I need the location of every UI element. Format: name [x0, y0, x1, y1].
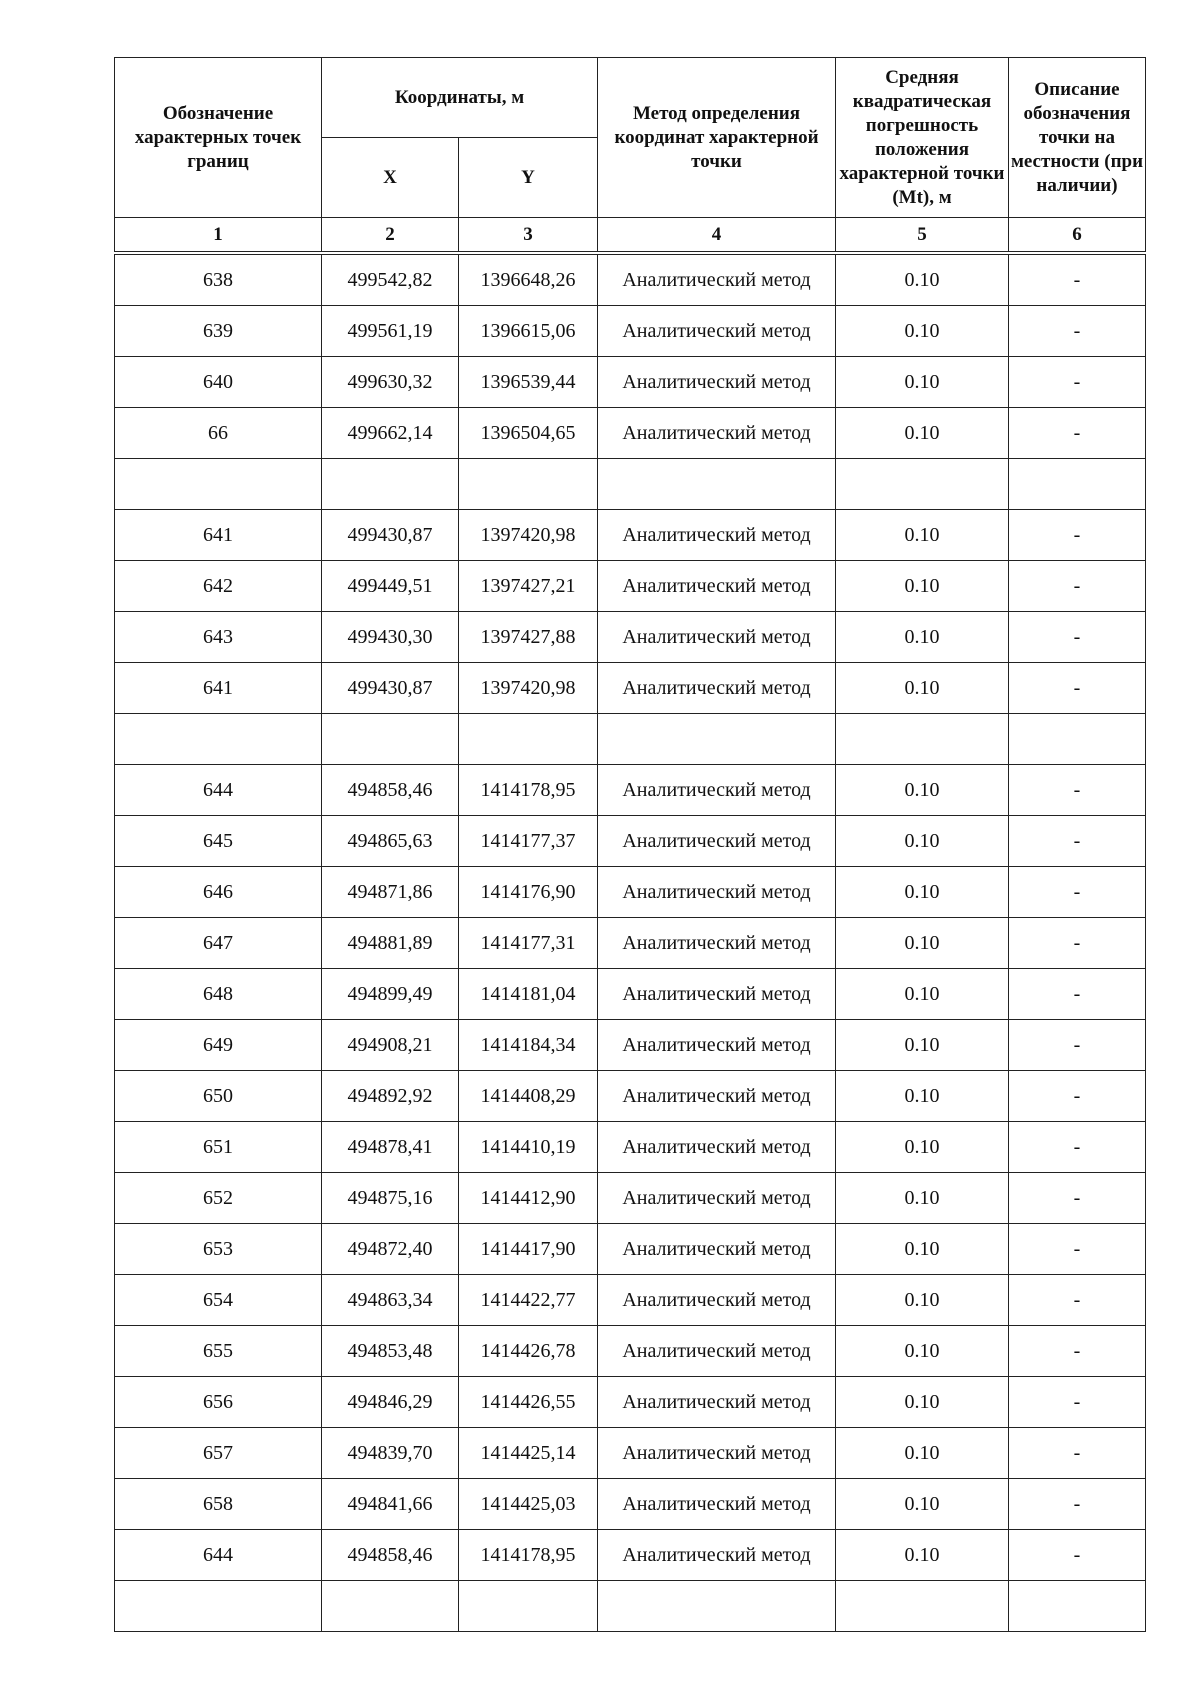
- cell-description: -: [1009, 1428, 1146, 1479]
- header-point-designation: Обозначение характерных точек границ: [115, 58, 322, 218]
- cell-method: Аналитический метод: [598, 357, 836, 408]
- table-row: [115, 561, 1146, 612]
- header-num-1: 1: [115, 218, 322, 252]
- cell-point-id: [115, 1581, 322, 1632]
- table-row: [115, 1530, 1146, 1581]
- cell-point-id: 647: [115, 918, 322, 969]
- cell-description: -: [1009, 765, 1146, 816]
- cell-method: Аналитический метод: [598, 510, 836, 561]
- cell-x: 499430,87: [322, 510, 459, 561]
- cell-description: -: [1009, 255, 1146, 306]
- cell-y: 1397427,88: [459, 612, 598, 663]
- cell-error: 0.10: [836, 1275, 1009, 1326]
- cell-description: -: [1009, 816, 1146, 867]
- cell-method: Аналитический метод: [598, 1428, 836, 1479]
- header-y: Y: [459, 138, 598, 218]
- cell-x: 494858,46: [322, 765, 459, 816]
- cell-method: Аналитический метод: [598, 1479, 836, 1530]
- cell-error: 0.10: [836, 1173, 1009, 1224]
- table-row: [115, 1326, 1146, 1377]
- header-error: Средняя квадратическая погрешность положения характерной точки (Mt), м: [836, 58, 1009, 218]
- cell-y: 1396615,06: [459, 306, 598, 357]
- table-row: [115, 1377, 1146, 1428]
- cell-description: [1009, 714, 1146, 765]
- header-num-2: 2: [322, 218, 459, 252]
- cell-error: 0.10: [836, 510, 1009, 561]
- cell-point-id: 641: [115, 510, 322, 561]
- cell-point-id: 652: [115, 1173, 322, 1224]
- cell-error: 0.10: [836, 612, 1009, 663]
- table-row: [115, 765, 1146, 816]
- cell-method: Аналитический метод: [598, 1173, 836, 1224]
- cell-method: [598, 459, 836, 510]
- cell-x: 494871,86: [322, 867, 459, 918]
- cell-point-id: 648: [115, 969, 322, 1020]
- cell-point-id: 639: [115, 306, 322, 357]
- cell-error: 0.10: [836, 867, 1009, 918]
- cell-x: 494881,89: [322, 918, 459, 969]
- table-row: [115, 663, 1146, 714]
- table-row: [115, 1224, 1146, 1275]
- cell-point-id: 655: [115, 1326, 322, 1377]
- cell-method: Аналитический метод: [598, 1530, 836, 1581]
- cell-error: 0.10: [836, 1530, 1009, 1581]
- cell-description: -: [1009, 1479, 1146, 1530]
- cell-method: Аналитический метод: [598, 1377, 836, 1428]
- cell-description: -: [1009, 357, 1146, 408]
- table-row: [115, 1071, 1146, 1122]
- cell-error: 0.10: [836, 816, 1009, 867]
- cell-description: -: [1009, 867, 1146, 918]
- cell-point-id: 650: [115, 1071, 322, 1122]
- cell-y: 1396648,26: [459, 255, 598, 306]
- header-num-5: 5: [836, 218, 1009, 252]
- cell-y: 1397427,21: [459, 561, 598, 612]
- cell-method: Аналитический метод: [598, 1326, 836, 1377]
- table-row: [115, 1275, 1146, 1326]
- cell-method: Аналитический метод: [598, 867, 836, 918]
- cell-x: 494908,21: [322, 1020, 459, 1071]
- cell-description: -: [1009, 408, 1146, 459]
- cell-x: 499542,82: [322, 255, 459, 306]
- cell-y: 1396504,65: [459, 408, 598, 459]
- cell-point-id: [115, 714, 322, 765]
- cell-description: [1009, 459, 1146, 510]
- cell-method: [598, 1581, 836, 1632]
- cell-y: 1414410,19: [459, 1122, 598, 1173]
- cell-point-id: 649: [115, 1020, 322, 1071]
- cell-point-id: 656: [115, 1377, 322, 1428]
- cell-point-id: 654: [115, 1275, 322, 1326]
- cell-description: -: [1009, 1530, 1146, 1581]
- cell-point-id: 657: [115, 1428, 322, 1479]
- cell-error: 0.10: [836, 663, 1009, 714]
- cell-y: 1414412,90: [459, 1173, 598, 1224]
- header-x: X: [322, 138, 459, 218]
- table-row: [115, 816, 1146, 867]
- cell-method: Аналитический метод: [598, 612, 836, 663]
- cell-method: Аналитический метод: [598, 255, 836, 306]
- cell-error: 0.10: [836, 357, 1009, 408]
- cell-error: 0.10: [836, 1428, 1009, 1479]
- cell-method: Аналитический метод: [598, 765, 836, 816]
- cell-x: [322, 1581, 459, 1632]
- header-description: Описание обозначения точки на местности (при наличии): [1009, 58, 1146, 218]
- cell-y: 1414177,37: [459, 816, 598, 867]
- cell-point-id: 658: [115, 1479, 322, 1530]
- cell-error: 0.10: [836, 1224, 1009, 1275]
- cell-x: 499430,87: [322, 663, 459, 714]
- cell-y: 1414176,90: [459, 867, 598, 918]
- cell-point-id: [115, 459, 322, 510]
- cell-method: Аналитический метод: [598, 561, 836, 612]
- cell-error: 0.10: [836, 765, 1009, 816]
- cell-method: Аналитический метод: [598, 306, 836, 357]
- cell-x: 494853,48: [322, 1326, 459, 1377]
- cell-description: -: [1009, 1122, 1146, 1173]
- cell-method: Аналитический метод: [598, 918, 836, 969]
- cell-x: [322, 714, 459, 765]
- cell-description: -: [1009, 1071, 1146, 1122]
- cell-point-id: 651: [115, 1122, 322, 1173]
- cell-point-id: 644: [115, 765, 322, 816]
- cell-x: 499561,19: [322, 306, 459, 357]
- cell-method: Аналитический метод: [598, 1020, 836, 1071]
- cell-point-id: 653: [115, 1224, 322, 1275]
- cell-method: Аналитический метод: [598, 969, 836, 1020]
- cell-y: 1414426,78: [459, 1326, 598, 1377]
- cell-error: 0.10: [836, 1020, 1009, 1071]
- table-row: [115, 306, 1146, 357]
- cell-description: -: [1009, 1173, 1146, 1224]
- cell-error: 0.10: [836, 1122, 1009, 1173]
- header-num-6: 6: [1009, 218, 1146, 252]
- cell-error: 0.10: [836, 1479, 1009, 1530]
- cell-point-id: 641: [115, 663, 322, 714]
- cell-error: [836, 459, 1009, 510]
- cell-y: 1414422,77: [459, 1275, 598, 1326]
- table-row: [115, 1428, 1146, 1479]
- table-row: [115, 1020, 1146, 1071]
- cell-y: 1414177,31: [459, 918, 598, 969]
- cell-y: [459, 714, 598, 765]
- table-row: [115, 510, 1146, 561]
- coordinates-table: [114, 254, 1146, 1632]
- cell-y: 1397420,98: [459, 663, 598, 714]
- cell-x: 494841,66: [322, 1479, 459, 1530]
- cell-error: 0.10: [836, 408, 1009, 459]
- cell-method: Аналитический метод: [598, 816, 836, 867]
- cell-y: 1414425,14: [459, 1428, 598, 1479]
- cell-x: 494872,40: [322, 1224, 459, 1275]
- cell-x: [322, 459, 459, 510]
- cell-point-id: 66: [115, 408, 322, 459]
- cell-method: [598, 714, 836, 765]
- cell-x: 499662,14: [322, 408, 459, 459]
- cell-y: 1397420,98: [459, 510, 598, 561]
- cell-description: -: [1009, 612, 1146, 663]
- table-header: [114, 57, 1146, 252]
- cell-x: 499430,30: [322, 612, 459, 663]
- table-row: [115, 255, 1146, 306]
- cell-y: 1414408,29: [459, 1071, 598, 1122]
- cell-error: 0.10: [836, 306, 1009, 357]
- header-num-4: 4: [598, 218, 836, 252]
- cell-point-id: 640: [115, 357, 322, 408]
- cell-method: Аналитический метод: [598, 1224, 836, 1275]
- table-row: [115, 459, 1146, 510]
- table-row: [115, 408, 1146, 459]
- table-row: [115, 1581, 1146, 1632]
- cell-point-id: 645: [115, 816, 322, 867]
- cell-y: 1414181,04: [459, 969, 598, 1020]
- cell-method: Аналитический метод: [598, 408, 836, 459]
- table-row: [115, 612, 1146, 663]
- cell-x: 494858,46: [322, 1530, 459, 1581]
- cell-description: -: [1009, 510, 1146, 561]
- cell-x: 494892,92: [322, 1071, 459, 1122]
- cell-method: Аналитический метод: [598, 663, 836, 714]
- cell-description: -: [1009, 1020, 1146, 1071]
- cell-description: -: [1009, 918, 1146, 969]
- cell-y: 1414184,34: [459, 1020, 598, 1071]
- cell-y: 1414426,55: [459, 1377, 598, 1428]
- cell-point-id: 644: [115, 1530, 322, 1581]
- cell-y: 1396539,44: [459, 357, 598, 408]
- cell-point-id: 638: [115, 255, 322, 306]
- cell-x: 499630,32: [322, 357, 459, 408]
- cell-error: 0.10: [836, 1326, 1009, 1377]
- cell-method: Аналитический метод: [598, 1275, 836, 1326]
- cell-error: [836, 714, 1009, 765]
- cell-x: 494875,16: [322, 1173, 459, 1224]
- cell-description: -: [1009, 663, 1146, 714]
- cell-method: Аналитический метод: [598, 1071, 836, 1122]
- header-num-3: 3: [459, 218, 598, 252]
- cell-description: -: [1009, 306, 1146, 357]
- cell-error: 0.10: [836, 255, 1009, 306]
- cell-description: -: [1009, 1377, 1146, 1428]
- header-coordinates: Координаты, м: [322, 58, 598, 138]
- table-row: [115, 714, 1146, 765]
- cell-x: 494846,29: [322, 1377, 459, 1428]
- cell-description: -: [1009, 1326, 1146, 1377]
- cell-error: 0.10: [836, 1071, 1009, 1122]
- cell-point-id: 646: [115, 867, 322, 918]
- cell-error: 0.10: [836, 1377, 1009, 1428]
- cell-error: 0.10: [836, 969, 1009, 1020]
- cell-y: [459, 459, 598, 510]
- cell-error: 0.10: [836, 918, 1009, 969]
- table-row: [115, 1479, 1146, 1530]
- table-row: [115, 867, 1146, 918]
- cell-description: -: [1009, 969, 1146, 1020]
- cell-y: 1414178,95: [459, 1530, 598, 1581]
- cell-error: [836, 1581, 1009, 1632]
- table-row: [115, 969, 1146, 1020]
- cell-method: Аналитический метод: [598, 1122, 836, 1173]
- cell-y: 1414425,03: [459, 1479, 598, 1530]
- cell-description: -: [1009, 1275, 1146, 1326]
- cell-y: 1414417,90: [459, 1224, 598, 1275]
- cell-description: -: [1009, 561, 1146, 612]
- cell-x: 494839,70: [322, 1428, 459, 1479]
- cell-x: 494865,63: [322, 816, 459, 867]
- cell-x: 494899,49: [322, 969, 459, 1020]
- cell-error: 0.10: [836, 561, 1009, 612]
- table-row: [115, 1173, 1146, 1224]
- cell-point-id: 642: [115, 561, 322, 612]
- cell-description: [1009, 1581, 1146, 1632]
- table-row: [115, 357, 1146, 408]
- cell-x: 494863,34: [322, 1275, 459, 1326]
- cell-x: 499449,51: [322, 561, 459, 612]
- header-method: Метод определения координат характерной точки: [598, 58, 836, 218]
- table-row: [115, 1122, 1146, 1173]
- cell-description: -: [1009, 1224, 1146, 1275]
- cell-y: 1414178,95: [459, 765, 598, 816]
- cell-point-id: 643: [115, 612, 322, 663]
- cell-x: 494878,41: [322, 1122, 459, 1173]
- table-row: [115, 918, 1146, 969]
- cell-y: [459, 1581, 598, 1632]
